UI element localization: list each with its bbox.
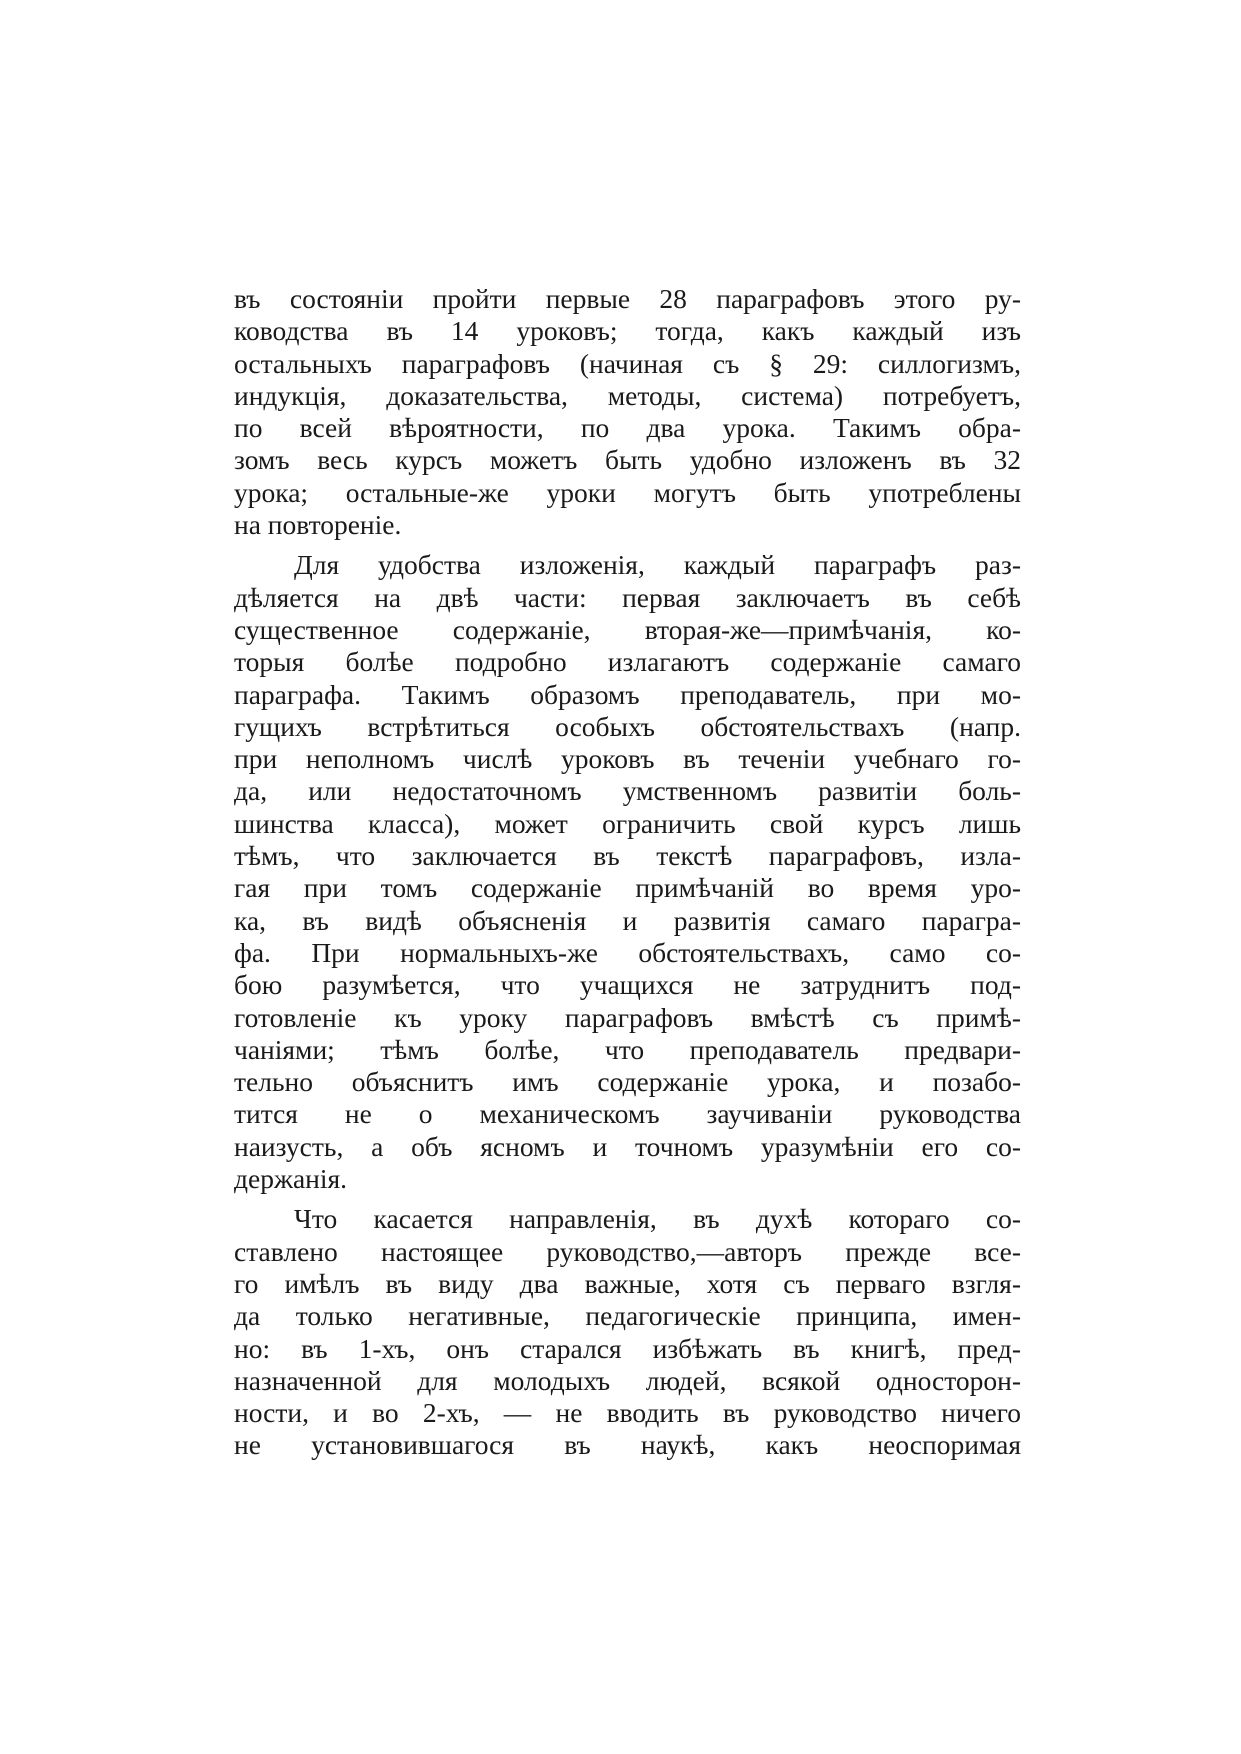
text-line: Что касается направленiя, въ духѣ котораго со-	[294, 1203, 1021, 1235]
text-line: тѣмъ, что заключается въ текстѣ параграфовъ, изла-	[234, 840, 1021, 872]
text-line: фа. При нормальныхъ-же обстоятельствахъ, само со-	[234, 936, 1021, 968]
text-line: чанiями; тѣмъ болѣе, что преподаватель предвари-	[234, 1033, 1021, 1065]
text-line: урока; остальные-же уроки могутъ быть употреблены	[234, 476, 1021, 508]
text-line: но: въ 1-хъ, онъ старался избѣжать въ книгѣ, пред-	[234, 1332, 1021, 1364]
text-line: да, или недостаточномъ умственномъ развитiи боль-	[234, 775, 1021, 807]
text-line: шинства класса), может ограничить свой курсъ лишь	[234, 807, 1021, 839]
text-line: по всей вѣроятности, по два урока. Такимъ обра-	[234, 412, 1021, 444]
text-line: существенное содержанiе, вторая-же—примѣчанiя, ко-	[234, 613, 1021, 645]
text-line: на повторенiе.	[234, 509, 402, 541]
text-line: гущихъ встрѣтиться особыхъ обстоятельствахъ (напр.	[234, 710, 1021, 742]
text-line: ководства въ 14 уроковъ; тогда, какъ каждый изъ	[234, 315, 1021, 347]
text-line: ка, въ видѣ объясненiя и развитiя самаго парагра-	[234, 904, 1021, 936]
text-line: въ состоянiи пройти первые 28 параграфовъ этого ру-	[234, 283, 1021, 314]
text-line: ставлено настоящее руководство,—авторъ прежде все-	[234, 1235, 1021, 1267]
text-line: го имѣлъ въ виду два важные, хотя съ перваго взгля-	[234, 1267, 1021, 1299]
text-line: остальныхъ параграфовъ (начиная съ § 29: силлогизмъ,	[234, 347, 1021, 379]
text-line: готовленiе къ уроку параграфовъ вмѣстѣ съ примѣ-	[234, 1001, 1021, 1033]
text-line: параграфа. Такимъ образомъ преподаватель, при мо-	[234, 678, 1021, 710]
text-line: гая при томъ содержанiе примѣчанiй во время уро-	[234, 872, 1021, 904]
text-line: наизусть, а объ ясномъ и точномъ уразумѣнiи его со-	[234, 1130, 1021, 1162]
text-line: не установившагося въ наукѣ, какъ неоспоримая	[234, 1429, 1021, 1461]
text-line: при неполномъ числѣ уроковъ въ теченiи учебнаго го-	[234, 743, 1021, 775]
text-line: торыя болѣе подробно излагаютъ содержанiе самаго	[234, 646, 1021, 678]
paragraph-2	[234, 549, 1021, 1195]
text-line: да только негативные, педагогическiе принципа, имен-	[234, 1300, 1021, 1332]
text-line: держанiя.	[234, 1163, 348, 1195]
text-line: индукцiя, доказательства, методы, система) потребуетъ,	[234, 379, 1021, 411]
text-line: тельно объяснитъ имъ содержанiе урока, и позабо-	[234, 1066, 1021, 1098]
text-line: зомъ весь курсъ можетъ быть удобно изложенъ въ 32	[234, 444, 1021, 476]
text-line: ности, и во 2-хъ, — не вводить въ руководство ничего	[234, 1397, 1021, 1429]
paragraph-1	[234, 283, 1021, 541]
body-text	[234, 283, 1021, 1462]
text-line: тится не о механическомъ заучиванiи руководства	[234, 1098, 1021, 1130]
text-line: Для удобства изложенiя, каждый параграфъ раз-	[294, 549, 1021, 581]
text-line: дѣляется на двѣ части: первая заключаетъ въ себѣ	[234, 581, 1021, 613]
paragraph-3	[234, 1203, 1021, 1461]
text-line: бою разумѣется, что учащихся не затруднитъ под-	[234, 969, 1021, 1001]
text-line: назначенной для молодыхъ людей, всякой односторон-	[234, 1364, 1021, 1396]
